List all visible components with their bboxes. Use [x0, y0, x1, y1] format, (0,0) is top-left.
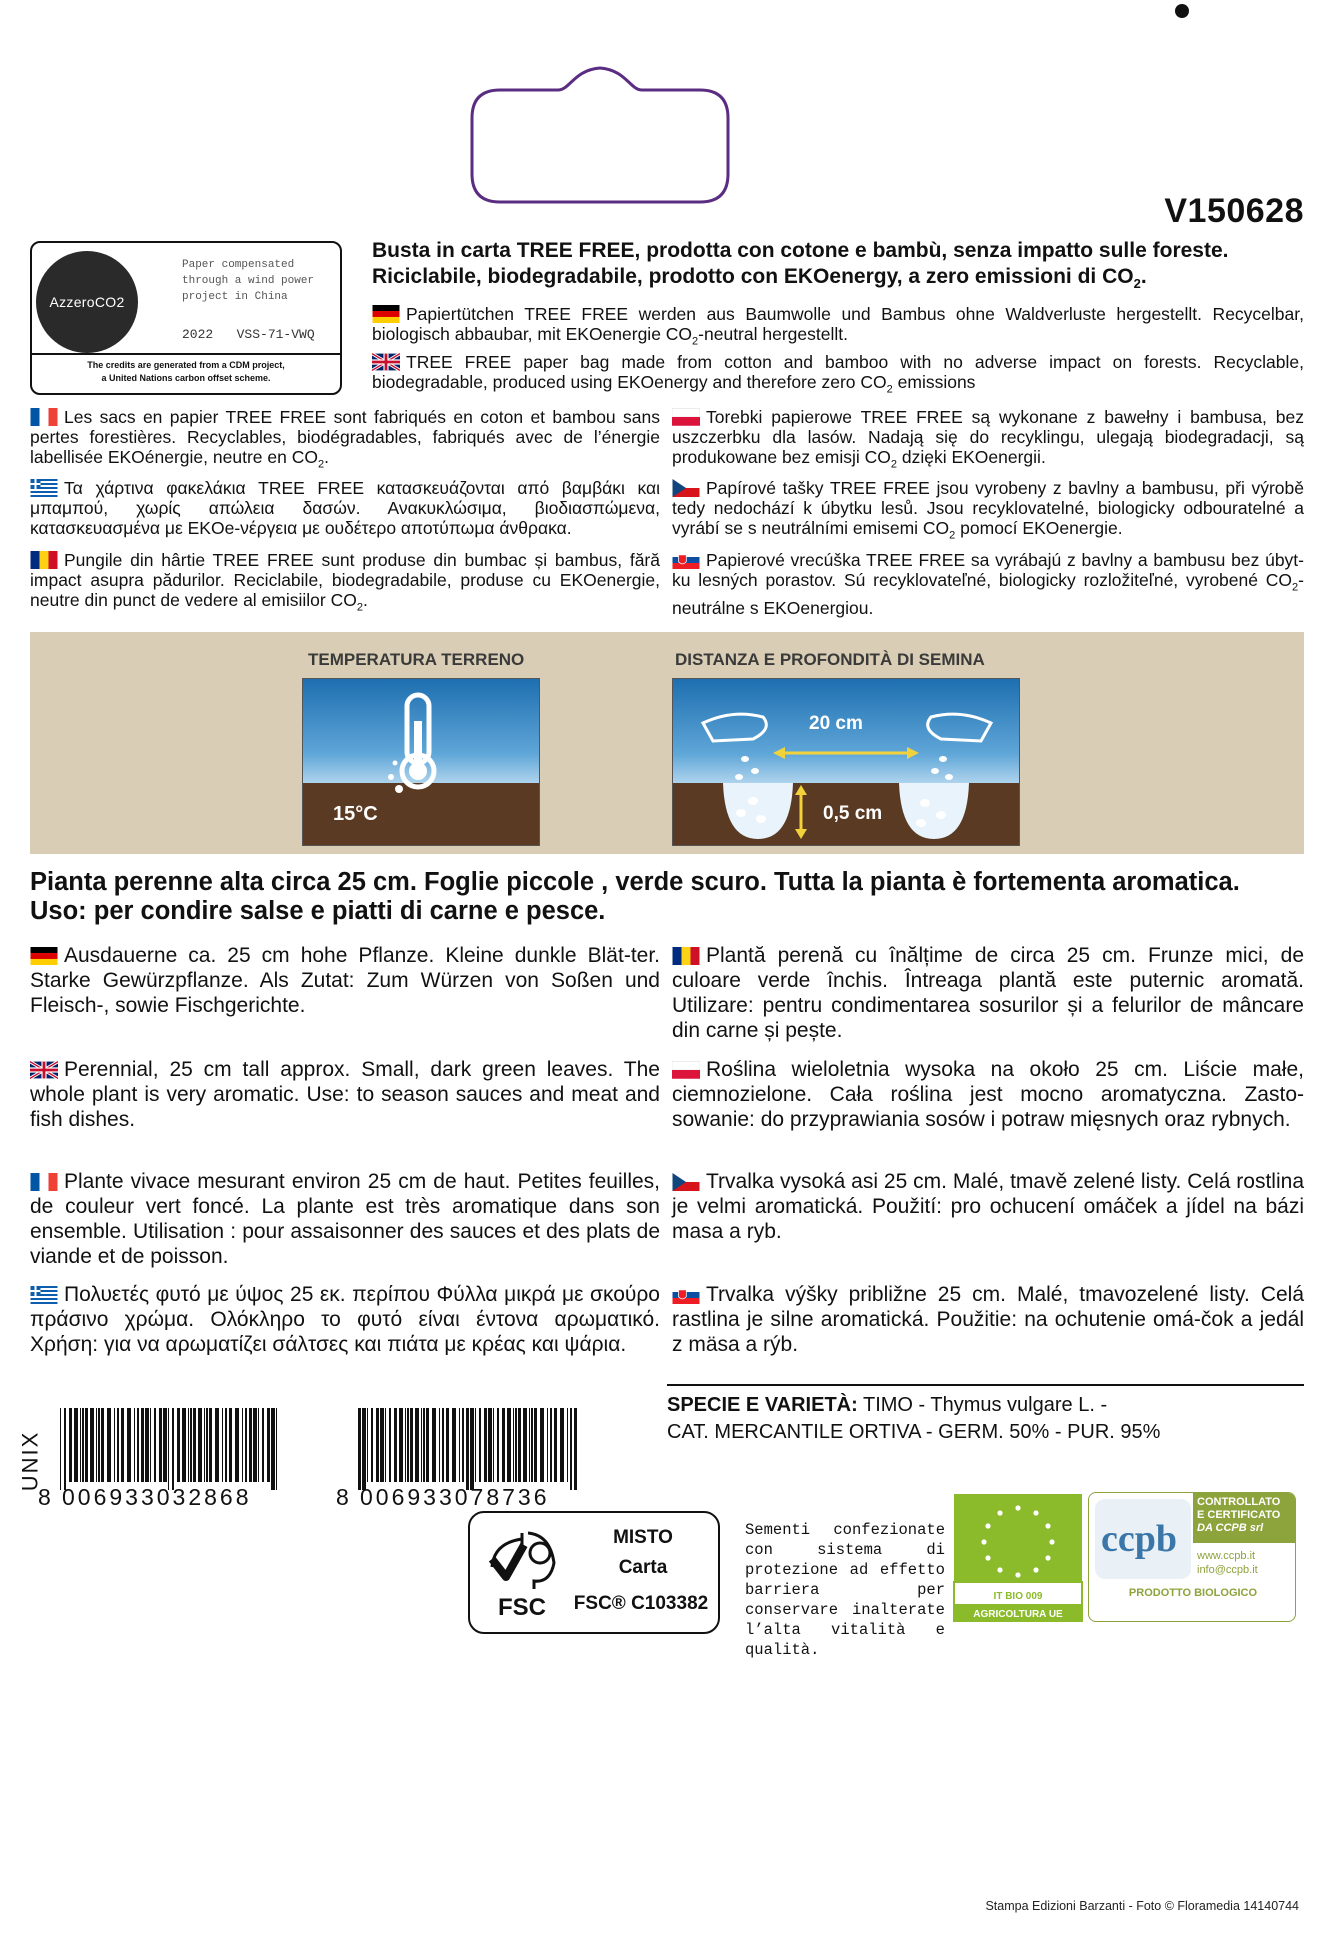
barcode-bar	[107, 1408, 111, 1482]
description-cz	[672, 1169, 1304, 1244]
co2-line2: through a wind power	[182, 275, 315, 287]
bag-fr-end: .	[324, 447, 329, 467]
co2-line1: Paper compensated	[182, 259, 295, 271]
fsc-code: FSC® C103382	[573, 1593, 709, 1614]
co2-foot2: a United Nations carbon offset scheme.	[101, 373, 271, 383]
barcode-bar	[249, 1408, 252, 1482]
bag-it-line2	[372, 264, 1307, 297]
barcode-bar	[432, 1408, 436, 1482]
description-pl	[672, 1057, 1304, 1132]
co2-footnote	[32, 353, 340, 385]
bag-de-end: -neutral hergestellt.	[698, 324, 848, 344]
barcode-bar	[262, 1408, 264, 1482]
ccpb-certified-box	[1193, 1493, 1296, 1543]
barcode-bar	[475, 1408, 476, 1482]
barcode-bar	[235, 1408, 239, 1482]
bag-text-cz	[672, 478, 1304, 546]
barcode-bar	[215, 1408, 219, 1482]
soil-temperature-value: 15°C	[333, 803, 378, 825]
bag-text-en	[372, 352, 1304, 400]
barcode-bar	[442, 1408, 444, 1482]
punch-dot	[1175, 4, 1189, 18]
description-it-line2: Uso: per condire salse e piatti di carne e pesce.	[30, 897, 606, 925]
barcode-bar	[362, 1408, 366, 1490]
barcode-bar	[513, 1408, 514, 1482]
sowing-distance-panel	[672, 678, 1020, 846]
czech-flag-icon	[672, 479, 700, 497]
french-flag-icon	[30, 408, 58, 426]
bag-it-text: Riciclabile, biodegradabile, prodotto con EKOenergy, a zero emissioni di CO	[372, 265, 1134, 288]
bag-text-sk	[672, 550, 1304, 618]
polish-flag-icon	[672, 1061, 700, 1079]
fsc-carta: Carta	[618, 1557, 668, 1578]
barcode-bar	[389, 1408, 391, 1482]
barcode-2-first-digit: 8	[336, 1484, 352, 1510]
barcode-1-number: 006933032868	[62, 1484, 252, 1510]
barcode-bar	[518, 1408, 521, 1482]
fsc-label	[468, 1511, 720, 1634]
greek-flag-icon	[30, 479, 58, 497]
barcode-bar	[534, 1408, 537, 1482]
barcode-bar	[188, 1408, 189, 1482]
romanian-flag-icon	[672, 947, 700, 965]
ccpb-logo: ccpb	[1101, 1518, 1177, 1560]
barcode-bar	[358, 1408, 361, 1490]
barcode-bar	[415, 1408, 419, 1482]
barcode-bar	[410, 1408, 413, 1482]
bag-en-sub: 2	[886, 383, 893, 396]
barcode-bar	[168, 1408, 169, 1490]
barcode-bar	[466, 1408, 469, 1490]
barcode-bar	[190, 1408, 192, 1482]
co2-serial	[182, 327, 315, 342]
barcode-bar	[182, 1408, 186, 1482]
bag-ro-sub: 2	[356, 601, 363, 614]
german-flag-icon	[372, 305, 400, 323]
barcode-1	[60, 1408, 286, 1490]
sowing-depth-value: 0,5 cm	[823, 803, 883, 824]
growing-info-band	[30, 632, 1304, 854]
fsc-misto: MISTO	[613, 1527, 673, 1548]
bag-pl-sub: 2	[890, 458, 897, 471]
co2-serial-code: VSS-71-VWQ	[236, 327, 315, 342]
hang-hole	[470, 64, 732, 206]
bag-ro-text: Pungile din hârtie TREE FREE sunt produse din bumbac și bambus, fără impact asupra pădurilor. Reciclabile, biodegradabile, produse cu EKOenergie, neutre din punct de vedere al emisiilor CO	[30, 550, 660, 610]
seed-packaging-note: Sementi confezionate con sistema di protezione ad effetto barriera per conservare inalterate l’alta vitalità e qualità.	[745, 1521, 945, 1659]
barcode-2	[358, 1408, 584, 1490]
barcode-bar	[225, 1408, 227, 1482]
description-ro	[672, 943, 1304, 1043]
description-fr	[30, 1169, 660, 1269]
greek-flag-icon	[30, 1286, 58, 1304]
barcode-bar	[117, 1408, 119, 1482]
barcode-1-first-digit: 8	[38, 1484, 54, 1510]
sowing-distance-title: DISTANZA E PROFONDITÀ DI SEMINA	[675, 650, 985, 669]
barcode-bar	[488, 1408, 492, 1482]
barcode-bar	[271, 1408, 275, 1490]
ccpb-web: www.ccpb.it	[1197, 1550, 1256, 1562]
romanian-flag-icon	[30, 551, 58, 569]
species-info	[667, 1392, 1307, 1446]
bag-cz-end: pomocí EKOenergie.	[955, 518, 1123, 538]
barcode-bar	[407, 1408, 409, 1482]
barcode-bar	[426, 1408, 429, 1482]
barcode-bar	[74, 1408, 78, 1482]
fsc-tree-check-icon	[484, 1523, 560, 1623]
barcode-bar	[507, 1408, 511, 1482]
bag-text-fr	[30, 407, 660, 475]
barcode-bar	[172, 1408, 174, 1490]
barcode-bar	[497, 1408, 499, 1482]
barcode-bar	[258, 1408, 259, 1482]
barcode-bar	[394, 1408, 397, 1482]
description-de-text: Ausdauerne ca. 25 cm hohe Pflanze. Kleine dunkle Blät-ter. Starke Gewürzpflanze. Als Zutat: Zum Würzen von Soßen und Fleisch-, sowie Fischgerichte.	[30, 944, 660, 1017]
bag-it-line1: Busta in carta TREE FREE, prodotta con cotone e bambù, senza impatto sulle foreste.	[372, 239, 1229, 262]
barcode-bar	[121, 1408, 124, 1482]
barcode-bar	[80, 1408, 81, 1482]
co2-offset-box	[30, 241, 342, 395]
ccpb-c3: DA CCPB srl	[1197, 1522, 1264, 1534]
uk-flag-icon	[372, 353, 400, 371]
barcode-bar	[145, 1408, 149, 1482]
description-ro-text: Plantă perenă cu înălțime de circa 25 cm. Frunze mici, de culoare verde închis. Întreaga plantă este puternic aromată. Utilizare: pentru condimentarea sosurilor și a felurilor de mâncare din carne și pește.	[672, 944, 1304, 1042]
barcode-bar	[222, 1408, 223, 1482]
species-value: TIMO - Thymus vulgare L. -	[857, 1394, 1108, 1416]
bag-de-text: Papiertütchen TREE FREE werden aus Baumwolle und Bambus ohne Waldverluste hergestellt. Recycelbar, biologisch abbaubar, mit EKOenergie CO	[372, 304, 1304, 344]
barcode-bar	[127, 1408, 131, 1482]
footer-credits: Stampa Edizioni Barzanti - Foto © Floramedia 14140744	[985, 1899, 1299, 1913]
description-de	[30, 943, 660, 1018]
barcode-bar	[229, 1408, 232, 1482]
barcode-bar	[547, 1408, 548, 1482]
eu-organic-logo	[952, 1492, 1084, 1622]
sowing-distance-value: 20 cm	[809, 713, 863, 734]
eu-leaf-icon	[952, 1492, 1084, 1622]
barcode-bar	[493, 1408, 494, 1482]
bag-headline-it	[372, 238, 1307, 297]
product-code: V150628	[1164, 192, 1304, 230]
barcode-bar	[439, 1408, 440, 1482]
barcode-bar	[276, 1408, 277, 1490]
barcode-bar	[137, 1408, 139, 1482]
barcode-bar	[242, 1408, 243, 1482]
ccpb-c2: E CERTIFICATO	[1197, 1509, 1281, 1521]
barcode-bar	[567, 1408, 568, 1482]
barcode-bar	[531, 1408, 533, 1482]
description-en	[30, 1057, 660, 1132]
barcode-bar	[570, 1408, 572, 1490]
eu-agriculture: AGRICOLTURA UE	[973, 1609, 1063, 1620]
barcode-bar	[574, 1408, 577, 1490]
ccpb-mail: info@ccpb.it	[1197, 1564, 1258, 1576]
description-fr-text: Plante vivace mesurant environ 25 cm de haut. Petites feuilles, de couleur vert foncé. La plante est très aromatique dans son ensemble. Utilisation : pour assaisonner des sauces et des plats de viande et de poisson.	[30, 1170, 660, 1268]
bag-en-text: TREE FREE paper bag made from cotton and bamboo with no adverse impact on forests. Recyclable, biodegradable, produced using EKOenergy and therefore zero CO	[372, 352, 1304, 392]
french-flag-icon	[30, 1173, 58, 1191]
barcode-bar	[85, 1408, 88, 1482]
unix-label: UNIX	[17, 1430, 43, 1492]
bag-text-gr	[30, 478, 660, 538]
co2-foot1: The credits are generated from a CDM project,	[87, 360, 285, 370]
czech-flag-icon	[672, 1173, 700, 1191]
azzeroco2-logo: AzzeroCO2	[36, 251, 138, 353]
barcode-bar	[540, 1408, 544, 1482]
barcode-bar	[141, 1408, 144, 1482]
co2-year: 2022	[182, 327, 214, 342]
slovak-flag-icon	[672, 551, 700, 569]
soil-temperature-title: TEMPERATURA TERRENO	[308, 650, 525, 669]
ccpb-contacts	[1197, 1549, 1258, 1577]
barcode-bar	[529, 1408, 530, 1482]
barcode-bar	[193, 1408, 196, 1482]
ccpb-organic-product: PRODOTTO BIOLOGICO	[1128, 1587, 1258, 1599]
description-cz-text: Trvalka vysoká asi 25 cm. Malé, tmavě zelené listy. Celá rostlina je velmi aromatická. Použití: pro ochucení omáček a jídel na bázi masa a ryb.	[672, 1170, 1304, 1243]
barcode-bar	[371, 1408, 373, 1482]
barcode-bar	[515, 1408, 517, 1482]
barcode-bar	[470, 1408, 474, 1490]
barcode-bar	[204, 1408, 205, 1482]
barcode-bar	[523, 1408, 527, 1482]
description-it-line1: Pianta perenne alta circa 25 cm. Foglie piccole , verde scuro. Tutta la pianta è fortementa aromatica.	[30, 868, 1240, 896]
barcode-bar	[479, 1408, 481, 1482]
barcode-bar	[423, 1408, 425, 1482]
barcode-bar	[560, 1408, 564, 1482]
bag-text-pl	[672, 407, 1304, 475]
bag-pl-end: dzięki EKOenergii.	[896, 447, 1046, 467]
barcode-bar	[405, 1408, 406, 1482]
bag-sk-end: -neutrálne s EKOenergiou.	[672, 570, 1304, 618]
bag-sk-sub: 2	[1292, 581, 1299, 594]
barcode-bar	[90, 1408, 94, 1482]
barcode-bar	[380, 1408, 384, 1482]
bag-text-de	[372, 304, 1304, 352]
description-pl-text: Roślina wieloletnia wysoka na około 25 cm. Liście małe, ciemnozielone. Cała roślina jest mocno aromatyczna. Zasto-sowanie: do przyprawiania sosów i potraw mięsnych oraz rybnych.	[672, 1058, 1304, 1131]
species-line2: CAT. MERCANTILE ORTIVA - GERM. 50% - PUR. 95%	[667, 1421, 1161, 1443]
german-flag-icon	[30, 947, 58, 965]
barcode-bar	[198, 1408, 202, 1482]
barcode-bar	[502, 1408, 505, 1482]
barcode-bar	[159, 1408, 162, 1482]
ccpb-c1: CONTROLLATO	[1197, 1496, 1281, 1508]
barcode-bar	[134, 1408, 135, 1482]
barcode-bar	[399, 1408, 403, 1482]
species-divider	[667, 1384, 1304, 1386]
fsc-logo-text: FSC	[498, 1594, 546, 1621]
description-gr-text: Πολυετές φυτό με ύψος 25 εκ. περίπου Φύλλα μικρά με σκούρο πράσινο χρώμα. Ολόκληρο το φυτό είναι έντονα αρωματικό. Χρήση: για να αρωματίζει σάλτσες και πιάτα με κρέας και ψάρια.	[30, 1283, 660, 1356]
species-line1	[667, 1392, 1307, 1419]
bag-de-sub: 2	[692, 335, 699, 348]
ccpb-certification	[1088, 1492, 1296, 1622]
ccpb-logo-box	[1095, 1499, 1191, 1579]
barcode-bar	[550, 1408, 552, 1482]
uk-flag-icon	[30, 1061, 58, 1079]
barcode-bar	[69, 1408, 72, 1482]
bag-fr-text: Les sacs en papier TREE FREE sont fabriqués en coton et bambou sans pertes forestières. Recyclables, biodégradables, fabriqués avec de l’énergie labellisée EKOénergie, neutre en CO	[30, 407, 660, 467]
soil-temperature-panel	[302, 678, 540, 846]
co2-line3: project in China	[182, 291, 288, 303]
slovak-flag-icon	[672, 1286, 700, 1304]
bag-pl-text: Torebki papierowe TREE FREE są wykonane z bawełny i bambusa, bez uszczerbku dla lasów. Nadają się do recyklingu, ulegają biodegradacji, są produkowane bez emisji CO	[672, 407, 1304, 467]
barcode-bar	[376, 1408, 379, 1482]
barcode-bar	[462, 1408, 464, 1482]
barcode-bar	[101, 1408, 104, 1482]
polish-flag-icon	[672, 408, 700, 426]
barcode-bar	[60, 1408, 61, 1490]
barcode-2-number: 006933078736	[360, 1484, 550, 1510]
bag-cz-text: Papírové tašky TREE FREE jsou vyrobeny z bavlny a bambusu, při výrobě tedy nedochází k úbytku lesů. Jsou recyklovatelné, biologicky odbouratelné a vyrábí se s neutrálními emisemi CO	[672, 478, 1304, 538]
bag-fr-sub: 2	[317, 458, 325, 471]
bag-ro-end: .	[362, 590, 368, 610]
barcode-bar	[209, 1408, 212, 1482]
thermometer-icon	[381, 691, 453, 801]
barcode-bar	[98, 1408, 100, 1482]
description-sk-text: Trvalka výšky približne 25 cm. Malé, tmavozelené listy. Celá rastlina je silne aromatická. Použitie: na ochutenie omá-čok a jedál z mäsa a rýb.	[672, 1283, 1304, 1356]
barcode-bar	[484, 1408, 487, 1482]
bag-gr-text: Τα χάρτινα φακελάκια TREE FREE κατασκευάζονται από βαμβάκι και μπαμπού, χωρίς απώλεια δασών. Ανακυκλώσιμα, βιοδιασπώμενα, κατασκευασμένα με EKOe-νέργεια με ουδέτερο αποτύπωμα άνθρακα.	[30, 478, 660, 538]
barcode-bar	[114, 1408, 115, 1482]
bag-en-end: emissions	[892, 372, 976, 392]
bag-cz-sub: 2	[949, 529, 956, 542]
bag-it-end: .	[1140, 265, 1147, 288]
co2-description	[182, 257, 332, 305]
description-en-text: Perennial, 25 cm tall approx. Small, dark green leaves. The whole plant is very aromatic. Use: to season sauces and meat and fish dishes.	[30, 1058, 660, 1131]
barcode-bar	[421, 1408, 422, 1482]
bag-text-ro	[30, 550, 660, 618]
species-label: SPECIE E VARIETÀ:	[667, 1394, 858, 1416]
barcode-bar	[267, 1408, 270, 1482]
bag-sk-text: Papierové vrecúška TREE FREE sa vyrábajú z bavlny a bambusu bez úbyt-ku lesných porastov. Sú recyklovateľné, biologicky rozložiteľné, vyrobené CO	[672, 550, 1304, 590]
barcode-bar	[367, 1408, 368, 1482]
barcode-bar	[163, 1408, 167, 1482]
barcode-bar	[446, 1408, 449, 1482]
barcode-bar	[253, 1408, 257, 1482]
barcode-bar	[82, 1408, 84, 1482]
barcode-bar	[150, 1408, 151, 1482]
barcode-bar	[385, 1408, 386, 1482]
barcode-bar	[554, 1408, 557, 1482]
barcode-bar	[96, 1408, 97, 1482]
eu-code: IT BIO 009	[993, 1591, 1043, 1602]
description-sk	[672, 1282, 1304, 1357]
barcode-bar	[245, 1408, 247, 1482]
barcode-bar	[206, 1408, 208, 1482]
barcode-bar	[154, 1408, 156, 1482]
bag-it-sub: 2	[1133, 276, 1141, 292]
barcode-bar	[64, 1408, 66, 1490]
description-it	[30, 868, 1310, 926]
barcode-bar	[452, 1408, 456, 1482]
barcode-bar	[459, 1408, 460, 1482]
barcode-bar	[177, 1408, 180, 1482]
description-gr	[30, 1282, 660, 1357]
